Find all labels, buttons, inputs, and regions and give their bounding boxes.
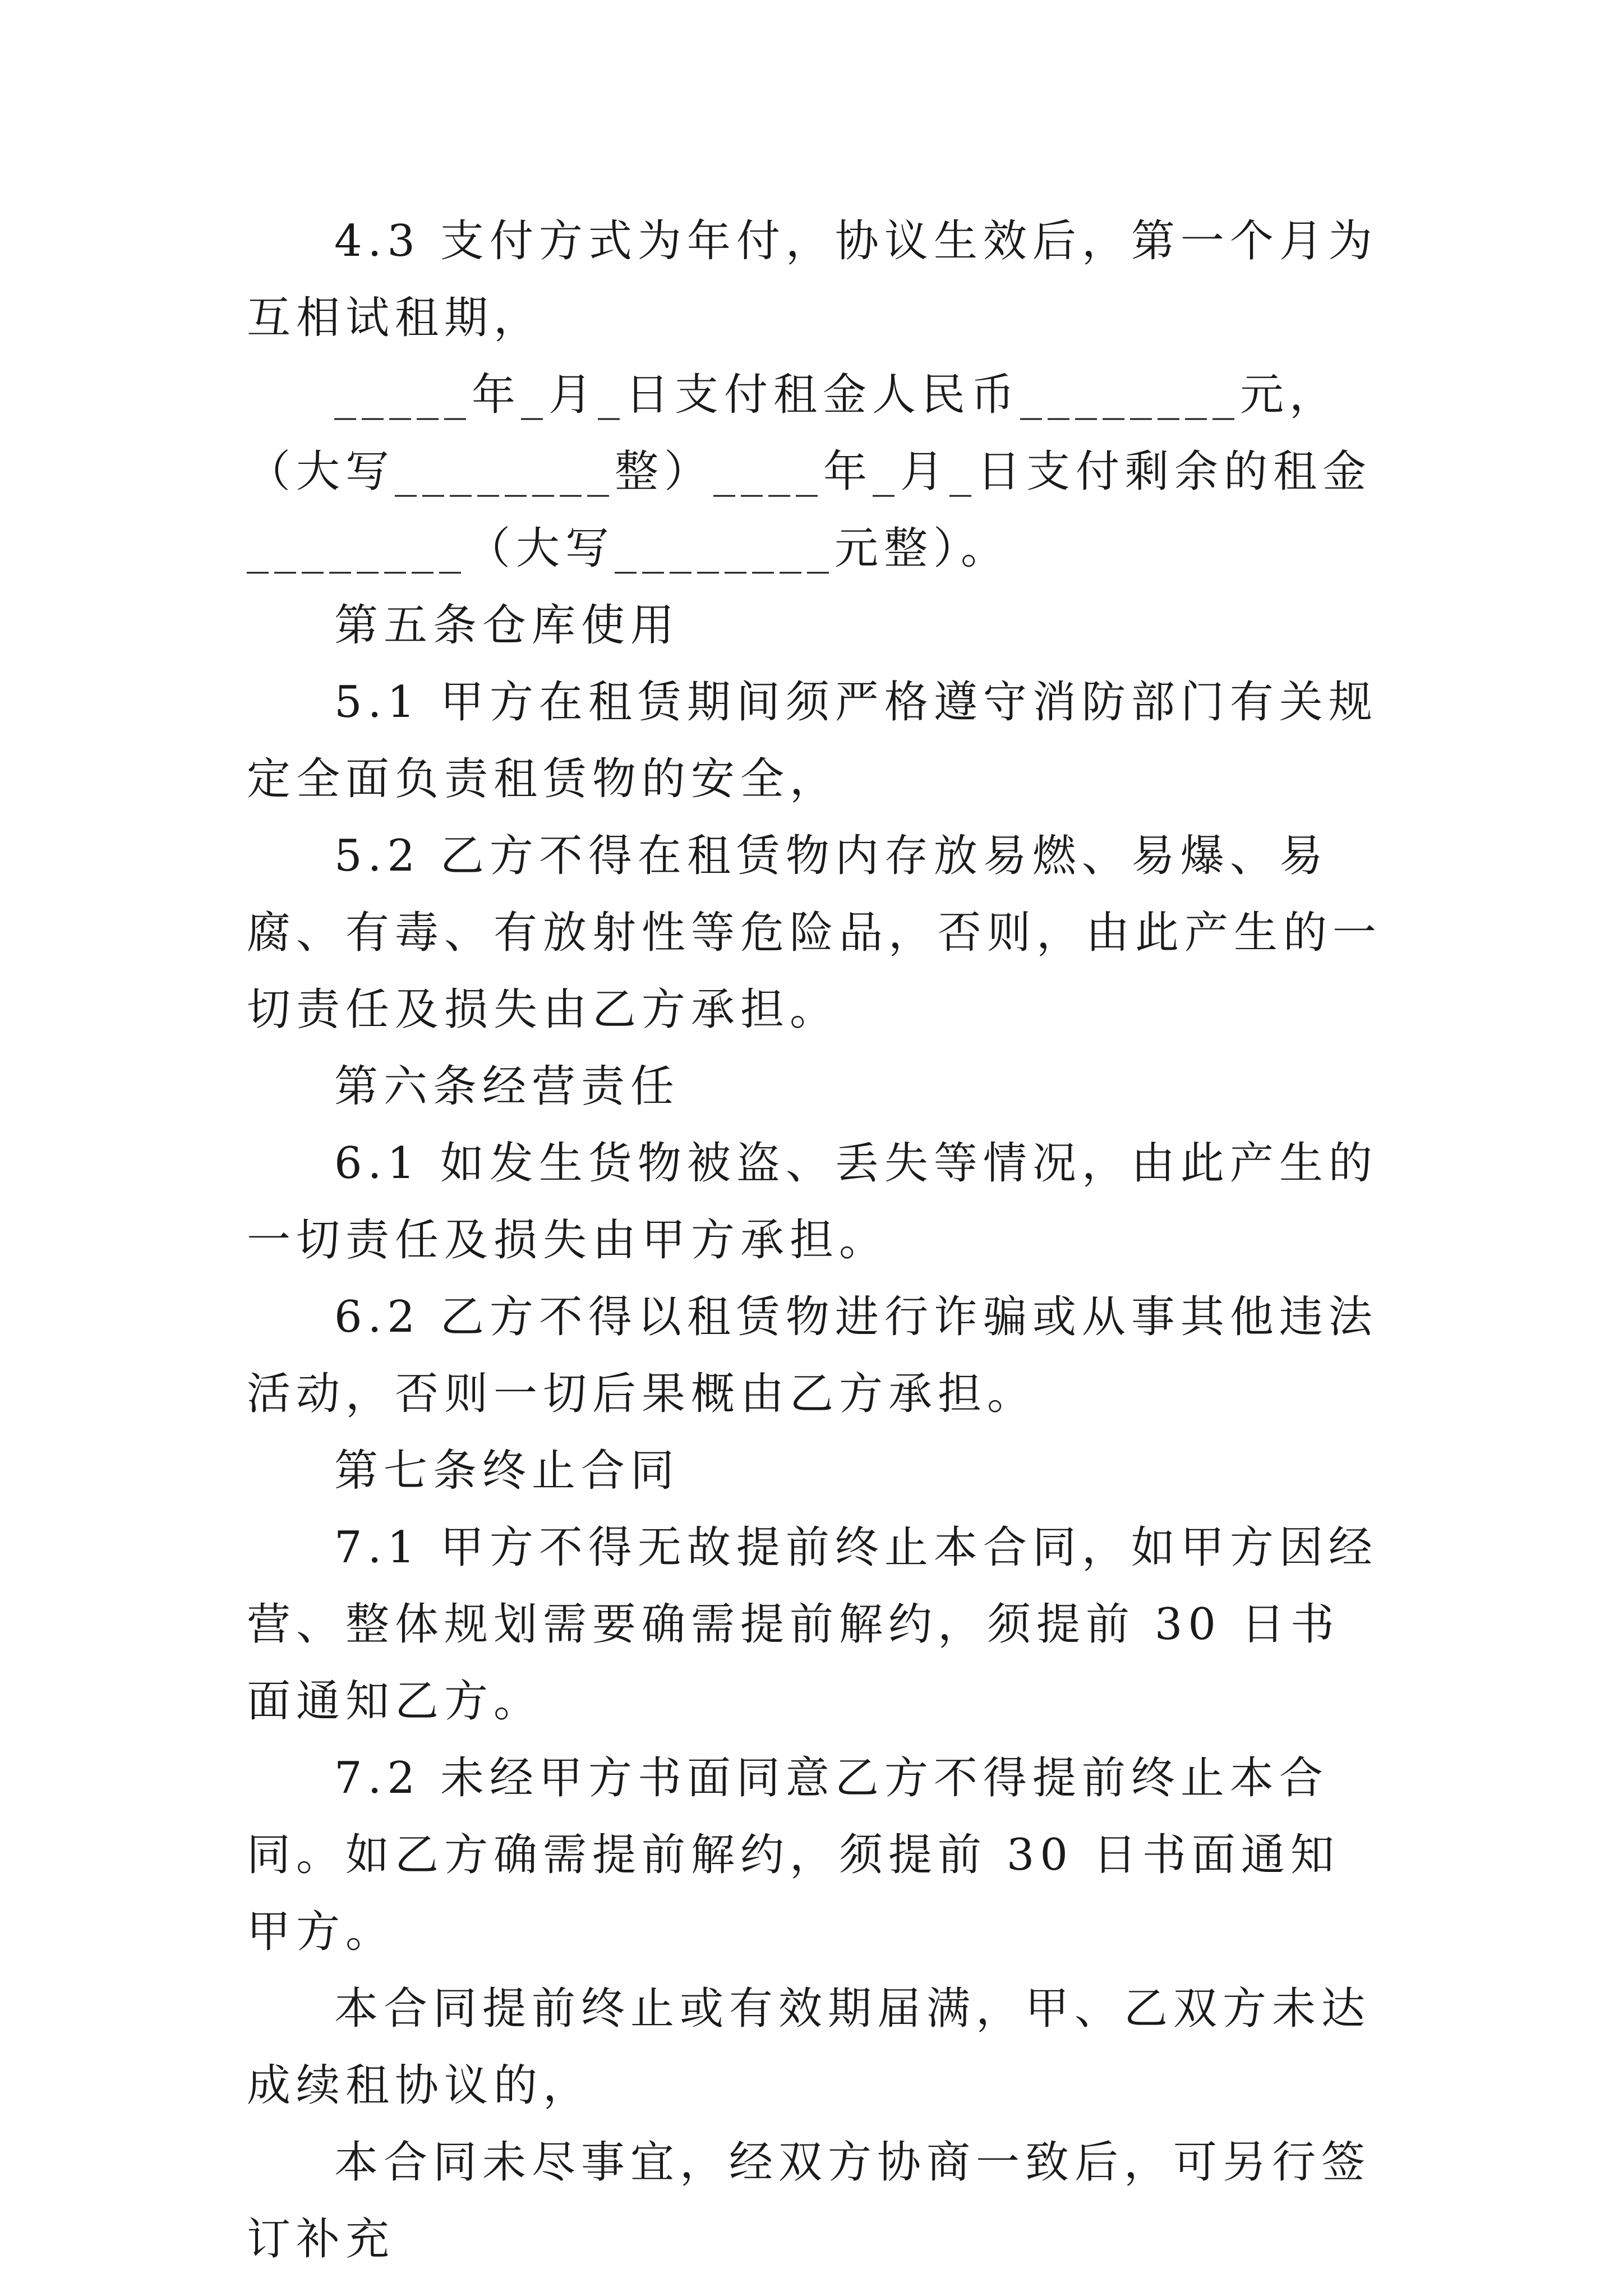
- paragraph-termination: 本合同提前终止或有效期届满，甲、乙双方未达成续租协议的，: [247, 1984, 1371, 2111]
- paragraph-5-1: 5.1 甲方在租赁期间须严格遵守消防部门有关规定全面负责租赁物的安全，: [247, 677, 1378, 804]
- heading-article-6: 第六条经营责任: [334, 1061, 680, 1112]
- paragraph-7-1: 7.1 甲方不得无故提前终止本合同，如甲方因经营、整体规划需要确需提前解约，须提前 30 日书面通知乙方。: [247, 1522, 1378, 1727]
- paragraph-supplement: 本合同未尽事宜，经双方协商一致后，可另行签订补充: [247, 2137, 1371, 2265]
- paragraph-6-2: 6.2 乙方不得以租赁物进行诈骗或从事其他违法活动，否则一切后果概由乙方承担。: [247, 1292, 1378, 1419]
- paragraph-5-2: 5.2 乙方不得在租赁物内存放易燃、易爆、易腐、有毒、有放射性等危险品，否则，由此产生的一切责任及损失由乙方承担。: [247, 831, 1382, 1035]
- heading-article-5: 第五条仓库使用: [334, 600, 680, 651]
- paragraph-payment-method: 4.3 支付方式为年付，协议生效后，第一个月为互相试租期，: [247, 216, 1378, 343]
- paragraph-6-1: 6.1 如发生货物被盗、丢失等情况，由此产生的一切责任及损失由甲方承担。: [247, 1138, 1378, 1266]
- heading-article-7: 第七条终止合同: [334, 1446, 680, 1496]
- paragraph-7-2: 7.2 未经甲方书面同意乙方不得提前终止本合同。如乙方确需提前解约，须提前 30 日书面通知甲方。: [247, 1753, 1340, 1957]
- paragraph-payment-schedule: _____年_月_日支付租金人民币________元，（大写________整）____年_月_日支付剩余的租金________（大写________元整）。: [247, 370, 1372, 574]
- document-body: [247, 203, 1385, 2278]
